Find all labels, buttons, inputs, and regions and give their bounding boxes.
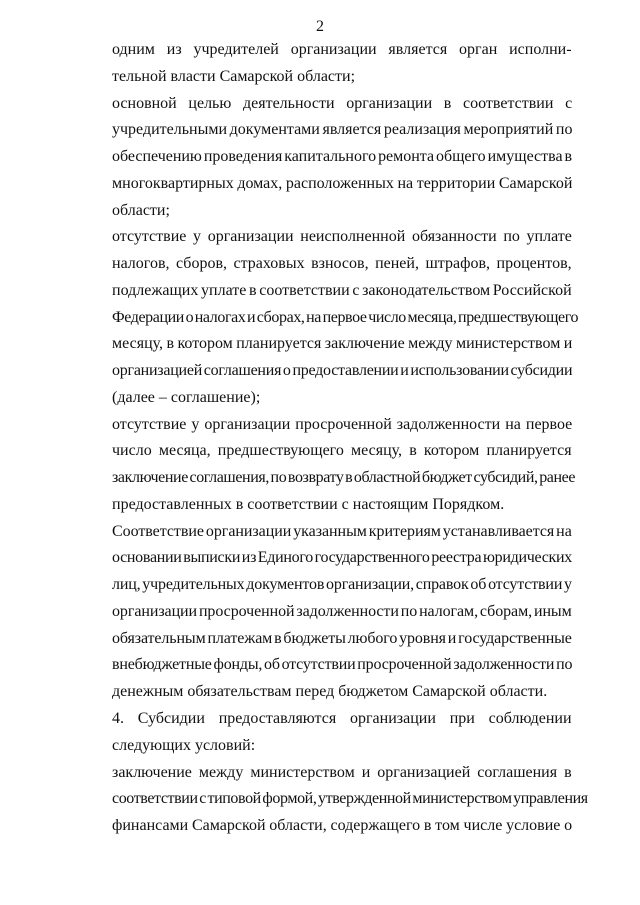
text-line: основании выписки из Единого государственного реестра юридических xyxy=(112,549,572,567)
text-line: Федерации о налогах и сборах, на первое число месяца, предшествующего xyxy=(112,308,579,326)
text-line: месяцу, в котором планируется заключение между министерством и xyxy=(112,335,573,353)
text-line: внебюджетные фонды, об отсутствии просроченной задолженности по xyxy=(112,656,573,674)
text-line: предоставленных в соответствии с настоящим Порядком. xyxy=(112,495,505,513)
text-line: налогов, сборов, страховых взносов, пеней, штрафов, процентов, xyxy=(112,255,572,273)
text-line: многоквартирных домах, расположенных на территории Самарской xyxy=(112,174,573,192)
text-line: заключение между министерством и организацией соглашения в xyxy=(112,763,572,781)
text-line: финансами Самарской области, содержащего в том числе условие о xyxy=(112,817,573,835)
text-line: денежным обязательствам перед бюджетом Самарской области. xyxy=(112,683,548,701)
text-line: организации просроченной задолженности по налогам, сборам, иным xyxy=(112,602,572,620)
text-line: заключение соглашения, по возврату в областной бюджет субсидий, ранее xyxy=(112,469,576,487)
text-line: следующих условий: xyxy=(112,736,256,754)
text-line: основной целью деятельности организации в соответствии с xyxy=(112,94,573,112)
text-line: области; xyxy=(112,201,170,219)
page-number: 2 xyxy=(316,18,324,35)
text-line: 4. Субсидии предоставляются организации при соблюдении xyxy=(112,710,572,727)
text-line: обеспечению проведения капитального ремонта общего имущества в xyxy=(112,148,573,166)
text-line: отсутствие у организации неисполненной обязанности по уплате xyxy=(112,228,572,246)
text-line: (далее – соглашение); xyxy=(112,388,261,406)
text-line: соответствии с типовой формой, утвержденной министерством управления xyxy=(112,790,588,808)
text-line: Соответствие организации указанным критериям устанавливается на xyxy=(112,522,572,540)
text-line: организацией соглашения о предоставлении и использовании субсидии xyxy=(112,362,573,380)
text-line: тельной власти Самарской области; xyxy=(112,67,356,85)
text-line: число месяца, предшествующего месяцу, в котором планируется xyxy=(112,442,572,460)
text-line: лиц, учредительных документов организации, справок об отсутствии у xyxy=(112,576,572,594)
text-line: одним из учредителей организации является орган исполни- xyxy=(112,41,572,58)
text-line: обязательным платежам в бюджеты любого уровня и государственные xyxy=(112,629,572,647)
text-line: подлежащих уплате в соответствии с законодательством Российской xyxy=(112,281,572,299)
text-line: отсутствие у организации просроченной задолженности на первое xyxy=(112,415,573,433)
text-line: учредительными документами является реализация мероприятий по xyxy=(112,121,573,139)
